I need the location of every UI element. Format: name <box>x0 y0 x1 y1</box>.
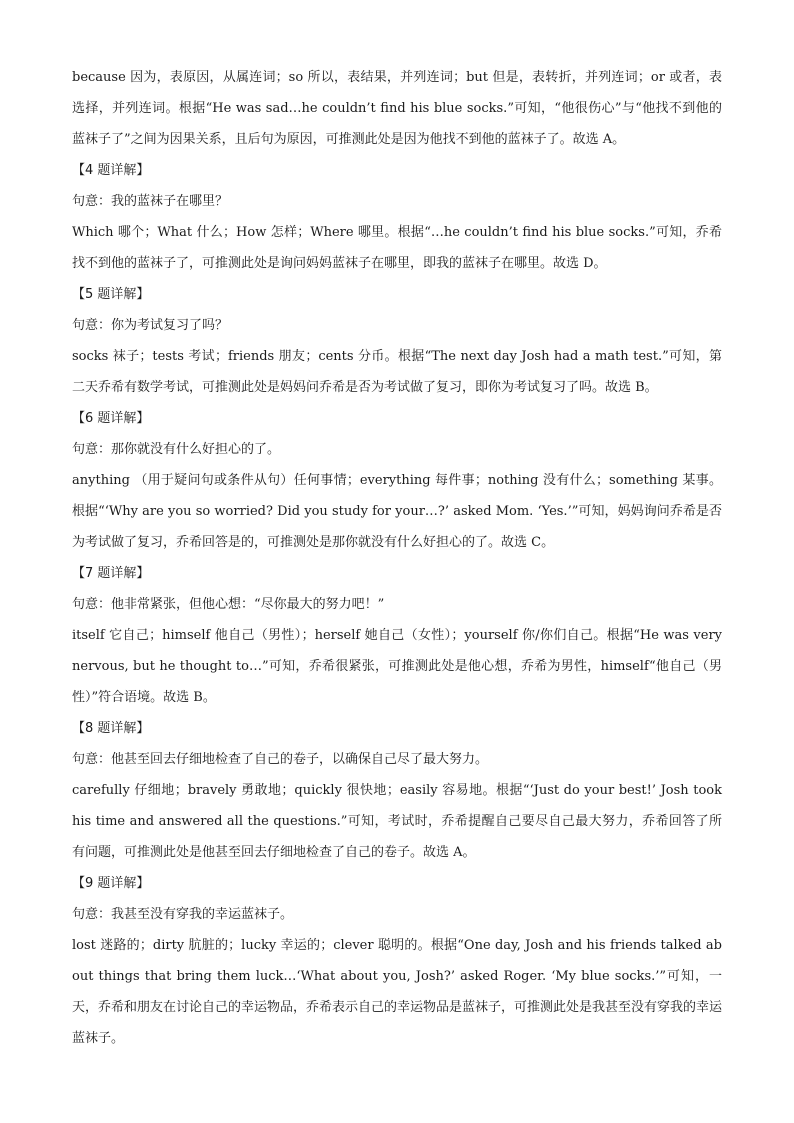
section-heading-8: 【8 题详解】 <box>72 721 150 736</box>
section-heading-9: 【9 题详解】 <box>72 876 150 891</box>
document-page <box>72 62 722 1054</box>
section-heading-5: 【5 题详解】 <box>72 287 150 302</box>
section-meaning-8: 句意：他甚至回去仔细地检查了自己的卷子，以确保自己尽了最大努力。 <box>72 752 489 767</box>
section-meaning-5: 句意：你为考试复习了吗？ <box>72 318 229 333</box>
section-heading-6: 【6 题详解】 <box>72 411 150 426</box>
section-heading-4: 【4 题详解】 <box>72 163 150 178</box>
section-analysis-6: anything （用于疑问句或条件从句）任何事情；everything 每件事；nothing 没有什么；something 某事。根据“‘Why are you so worried? Did you study for your…?’ asked Mom. ‘Yes.’”可知，妈妈询问乔希是否为考试做了复习，乔希回答是的，可推测处是那你就没有什么好担心的了。故选 C。 <box>72 473 722 550</box>
section-analysis-7: itself 它自己；himself 他自己（男性）；herself 她自己（女性）；yourself 你/你们自己。根据“He was very nervous, but he thought to…”可知，乔希很紧张，可推测此处是他心想，乔希为男性，himself“他自己（男性）”符合语境。故选 B。 <box>72 628 722 705</box>
section-meaning-4: 句意：我的蓝袜子在哪里？ <box>72 194 229 209</box>
section-meaning-6: 句意：那你就没有什么好担心的了。 <box>72 442 281 457</box>
section-analysis-5: socks 袜子；tests 考试；friends 朋友；cents 分币。根据“The next day Josh had a math test.”可知，第二天乔希有数学考试，可推测此处是妈妈问乔希是否为考试做了复习，即你为考试复习了吗。故选 B。 <box>72 349 722 395</box>
section-analysis-9: lost 迷路的；dirty 肮脏的；lucky 幸运的；clever 聪明的。根据“One day, Josh and his friends talked about things that bring them luck…‘What about you, Josh?’ asked Roger. ‘My blue socks.’”可知，一天，乔希和朋友在讨论自己的幸运物品，乔希表示自己的幸运物品是蓝袜子，可推测此处是我甚至没有穿我的幸运蓝袜子。 <box>72 938 723 1046</box>
section-analysis-8: carefully 仔细地；bravely 勇敢地；quickly 很快地；easily 容易地。根据“‘Just do your best!’ Josh took his time and answered all the questions.”可知，考试时，乔希提醒自己要尽自己最大努力，乔希回答了所有问题，可推测此处是他甚至回去仔细地检查了自己的卷子。故选 A。 <box>72 783 722 860</box>
section-heading-7: 【7 题详解】 <box>72 566 150 581</box>
section-meaning-9: 句意：我甚至没有穿我的幸运蓝袜子。 <box>72 907 294 922</box>
section-analysis-4: Which 哪个；What 什么；How 怎样；Where 哪里。根据“…he couldn’t find his blue socks.”可知，乔希找不到他的蓝袜子了，可推测此处是询问妈妈蓝袜子在哪里，即我的蓝袜子在哪里。故选 D。 <box>72 225 722 271</box>
section-meaning-7: 句意：他非常紧张，但他心想：“尽你最大的努力吧！” <box>72 597 385 612</box>
intro-paragraph: because 因为，表原因，从属连词；so 所以，表结果，并列连词；but 但是，表转折，并列连词；or 或者，表选择，并列连词。根据“He was sad…he couldn’t find his blue socks.”可知，“他很伤心”与“他找不到他的蓝袜子了”之间为因果关系，且后句为原因，可推测此处是因为他找不到他的蓝袜子了。故选 A。 <box>72 70 722 147</box>
